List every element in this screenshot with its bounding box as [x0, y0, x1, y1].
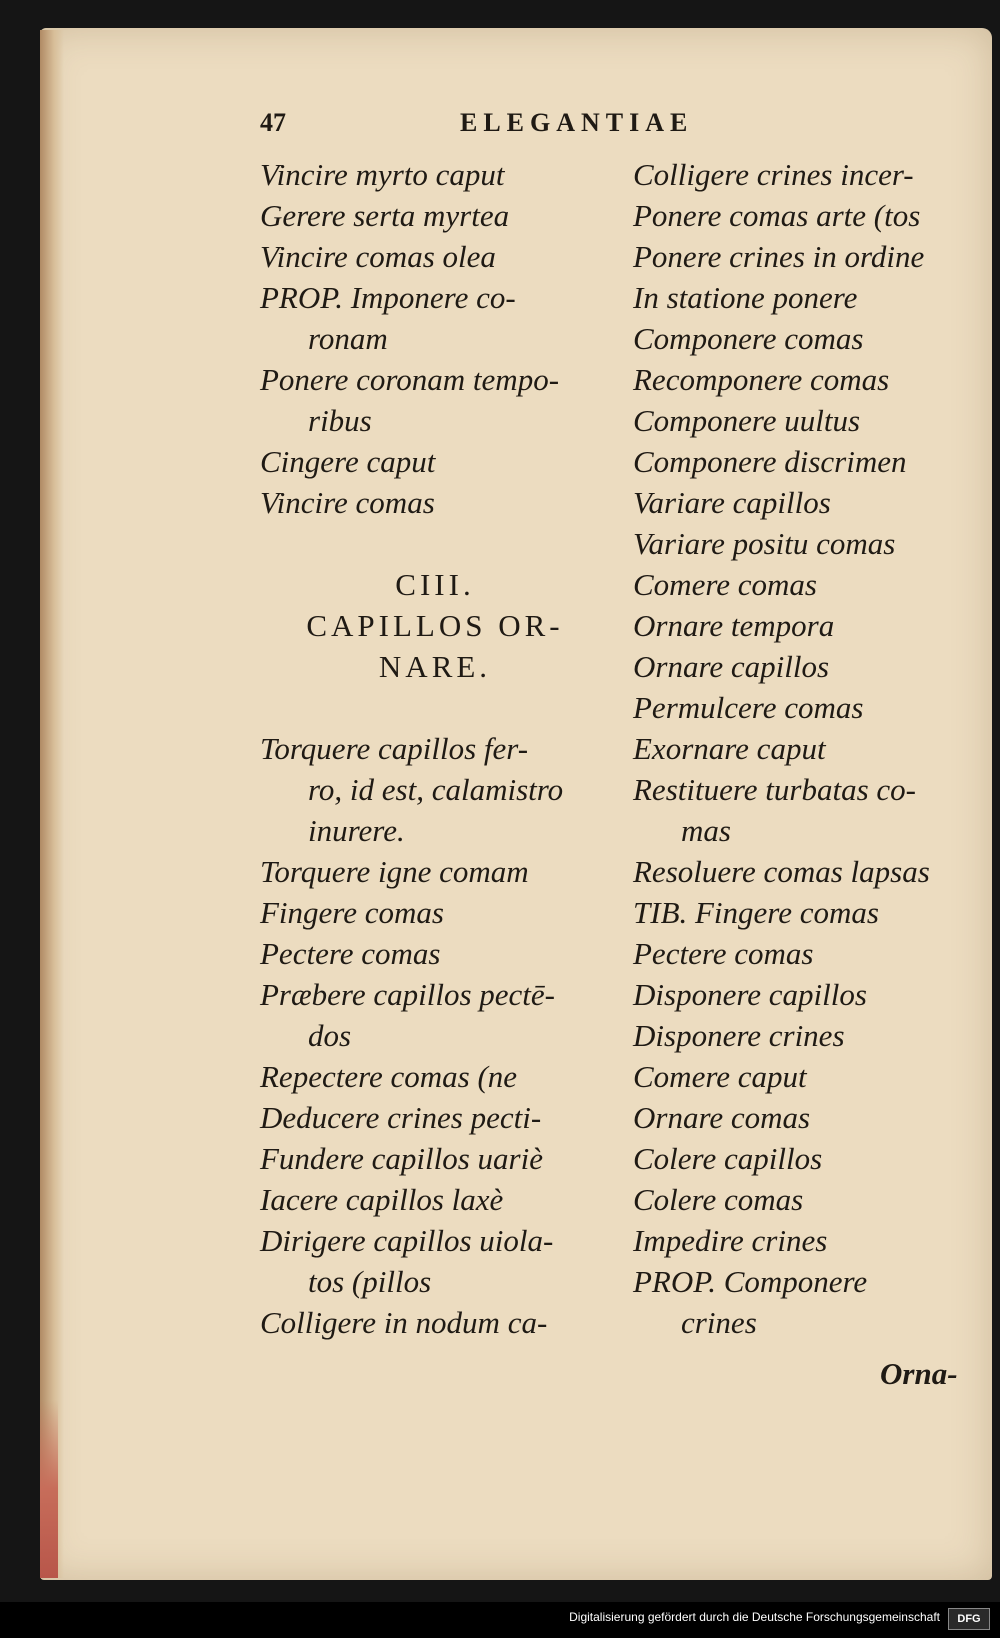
text-line: Colligere crines incer-: [633, 157, 914, 192]
text-line: Resoluere comas lapsas: [633, 854, 930, 889]
text-line: tos (pillos: [308, 1264, 432, 1299]
section-number: CIII.: [395, 567, 475, 602]
text-line: mas: [681, 813, 731, 848]
text-line: Repectere comas (ne: [260, 1059, 518, 1094]
text-line: Colligere in nodum ca-: [260, 1305, 548, 1340]
blank-line: [260, 687, 610, 728]
page-gutter-edge: [40, 30, 64, 1578]
text-line: Comere caput: [633, 1059, 807, 1094]
text-line: Ponere crines in ordine: [633, 239, 925, 274]
text-line: Componere comas: [633, 321, 864, 356]
text-line: Ornare tempora: [633, 608, 835, 643]
text-line: Dirigere capillos uiola-: [260, 1223, 554, 1258]
text-line: Pectere comas: [633, 936, 814, 971]
text-line: Ornare capillos: [633, 649, 830, 684]
text-line: Colere capillos: [633, 1141, 823, 1176]
section-heading: CAPILLOS OR-: [306, 608, 564, 643]
text-line: Ponere coronam tempo-: [260, 362, 560, 397]
catchword: Orna-: [880, 1356, 958, 1391]
left-column: [260, 154, 610, 1343]
text-line: ribus: [308, 403, 372, 438]
text-line: Fundere capillos uariè: [260, 1141, 543, 1176]
text-line: In statione ponere: [633, 280, 858, 315]
text-line: Ornare comas: [633, 1100, 811, 1135]
text-line: Componere uultus: [633, 403, 861, 438]
text-line: PROP. Componere: [633, 1264, 868, 1299]
right-column: [633, 154, 973, 1343]
funding-credit: Digitalisierung gefördert durch die Deutsche Forschungsgemeinschaft: [569, 1610, 940, 1624]
text-line: PROP. Imponere co-: [260, 280, 516, 315]
text-line: Permulcere comas: [633, 690, 864, 725]
text-line: Vincire comas olea: [260, 239, 496, 274]
text-line: Componere discrimen: [633, 444, 907, 479]
text-line: Præbere capillos pectē-: [260, 977, 555, 1012]
text-line: Impedire crines: [633, 1223, 828, 1258]
text-line: Pectere comas: [260, 936, 441, 971]
text-line: Iacere capillos laxè: [260, 1182, 504, 1217]
text-line: Fingere comas: [260, 895, 444, 930]
text-line: Torquere capillos fer-: [260, 731, 529, 766]
text-line: crines: [681, 1305, 757, 1340]
text-line: Exornare caput: [633, 731, 826, 766]
text-line: TIB. Fingere comas: [633, 895, 879, 930]
text-line: Torquere igne comam: [260, 854, 529, 889]
page-number: 47: [260, 108, 286, 137]
text-line: Gerere serta myrtea: [260, 198, 510, 233]
text-line: Disponere crines: [633, 1018, 845, 1053]
text-line: Cingere caput: [260, 444, 436, 479]
text-line: Vincire myrto caput: [260, 157, 505, 192]
running-title: ELEGANTIAE: [460, 108, 694, 137]
section-heading: NARE.: [378, 649, 492, 684]
text-line: Comere comas: [633, 567, 817, 602]
dfg-logo: DFG: [948, 1608, 990, 1630]
text-line: Ponere comas arte (tos: [633, 198, 921, 233]
text-line: Recomponere comas: [633, 362, 890, 397]
text-line: Restituere turbatas co-: [633, 772, 916, 807]
text-line: Colere comas: [633, 1182, 804, 1217]
text-line: Deducere crines pecti-: [260, 1100, 542, 1135]
text-line: dos: [308, 1018, 352, 1053]
text-line: Variare positu comas: [633, 526, 896, 561]
page-edge-stain: [40, 1400, 58, 1578]
text-line: ronam: [308, 321, 388, 356]
text-line: inurere.: [308, 813, 405, 848]
text-line: Disponere capillos: [633, 977, 867, 1012]
text-line: Vincire comas: [260, 485, 435, 520]
text-line: ro, id est, calamistro: [308, 772, 564, 807]
running-head: [260, 108, 960, 148]
text-line: Variare capillos: [633, 485, 831, 520]
digitization-footer: [0, 1602, 1000, 1638]
blank-line: [260, 523, 610, 564]
